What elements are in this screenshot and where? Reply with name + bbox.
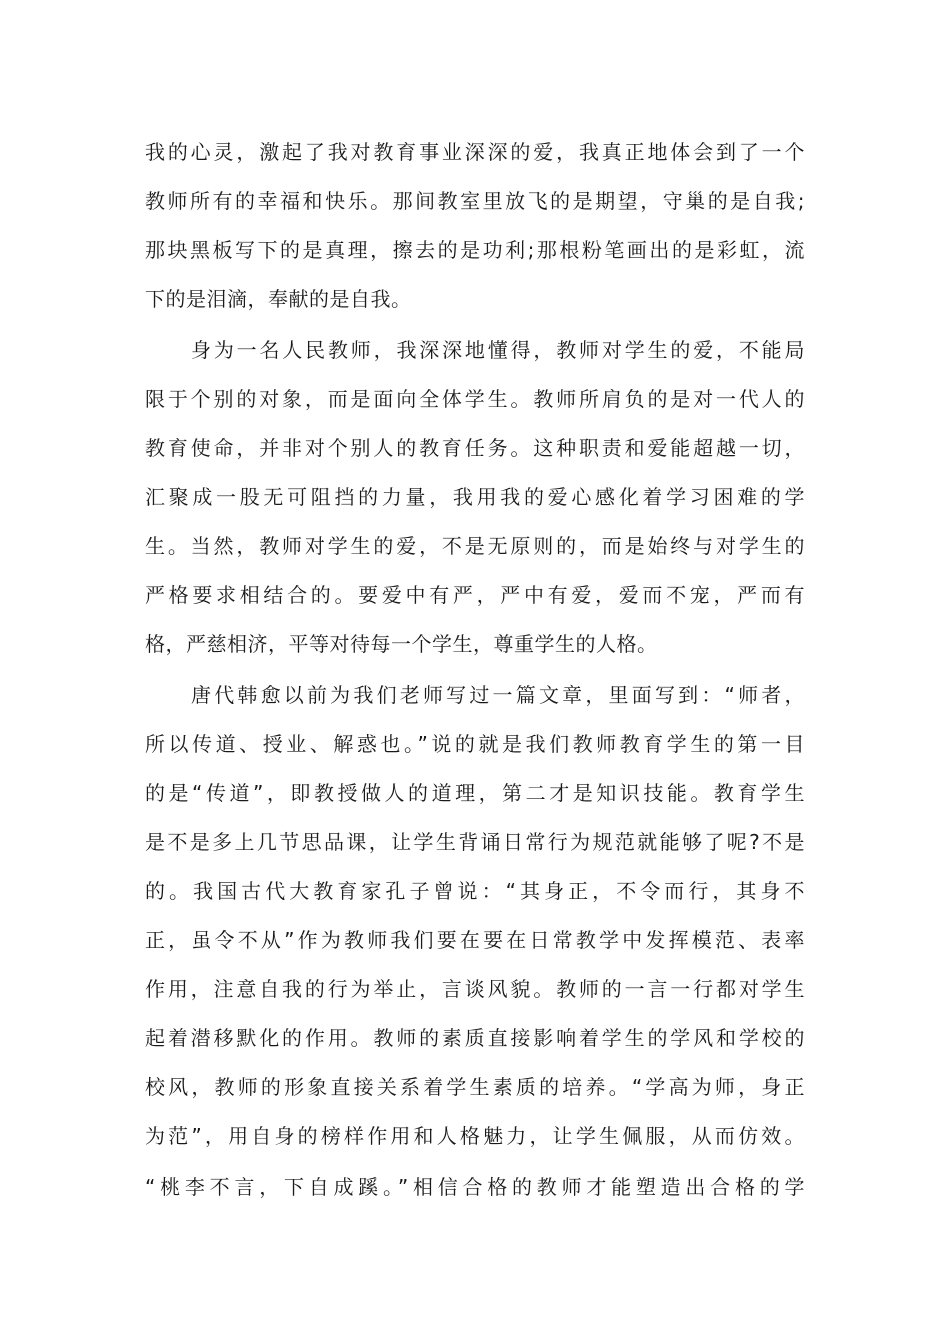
text-line: 生。当然，教师对学生的爱，不是无原则的，而是始终与对学生的 [145, 534, 805, 558]
text-line: 教育使命，并非对个别人的教育任务。这种职责和爱能超越一切， [145, 436, 805, 460]
text-line: 严格要求相结合的。要爱中有严，严中有爱，爱而不宠，严而有 [145, 583, 805, 607]
text-line: 正，虽令不从”作为教师我们要在要在日常教学中发挥模范、表率 [145, 928, 805, 952]
text-line: 的是“传道”，即教授做人的道理，第二才是知识技能。教育学生 [145, 781, 805, 805]
text-line: 作用，注意自我的行为举止，言谈风貌。教师的一言一行都对学生 [145, 977, 805, 1001]
text-line: 教师所有的幸福和快乐。那间教室里放飞的是期望，守巢的是自我; [145, 189, 805, 213]
text-line: “桃李不言，下自成蹊。”相信合格的教师才能塑造出合格的学 [145, 1175, 805, 1199]
text-line: 我的心灵，激起了我对教育事业深深的爱，我真正地体会到了一个 [145, 140, 805, 164]
text-line: 为范”，用自身的榜样作用和人格魅力，让学生佩服，从而仿效。 [145, 1124, 805, 1148]
text-line: 所以传道、授业、解惑也。”说的就是我们教师教育学生的第一目 [145, 732, 805, 756]
paragraph-first-line: 身为一名人民教师，我深深地懂得，教师对学生的爱，不能局 [191, 338, 805, 362]
text-line: 下的是泪滴，奉献的是自我。 [145, 287, 412, 311]
text-line: 那块黑板写下的是真理，擦去的是功利;那根粉笔画出的是彩虹，流 [145, 238, 805, 262]
text-line: 校风，教师的形象直接关系着学生素质的培养。“学高为师，身正 [145, 1075, 805, 1099]
text-line: 格，严慈相济，平等对待每一个学生，尊重学生的人格。 [145, 632, 658, 656]
paragraph-first-line: 唐代韩愈以前为我们老师写过一篇文章，里面写到：“师者， [191, 683, 805, 707]
text-line: 起着潜移默化的作用。教师的素质直接影响着学生的学风和学校的 [145, 1026, 805, 1050]
text-line: 限于个别的对象，而是面向全体学生。教师所肩负的是对一代人的 [145, 387, 805, 411]
text-line: 的。我国古代大教育家孔子曾说：“其身正，不令而行，其身不 [145, 879, 805, 903]
text-line: 汇聚成一股无可阻挡的力量，我用我的爱心感化着学习困难的学 [145, 485, 805, 509]
text-line: 是不是多上几节思品课，让学生背诵日常行为规范就能够了呢?不是 [145, 830, 805, 854]
